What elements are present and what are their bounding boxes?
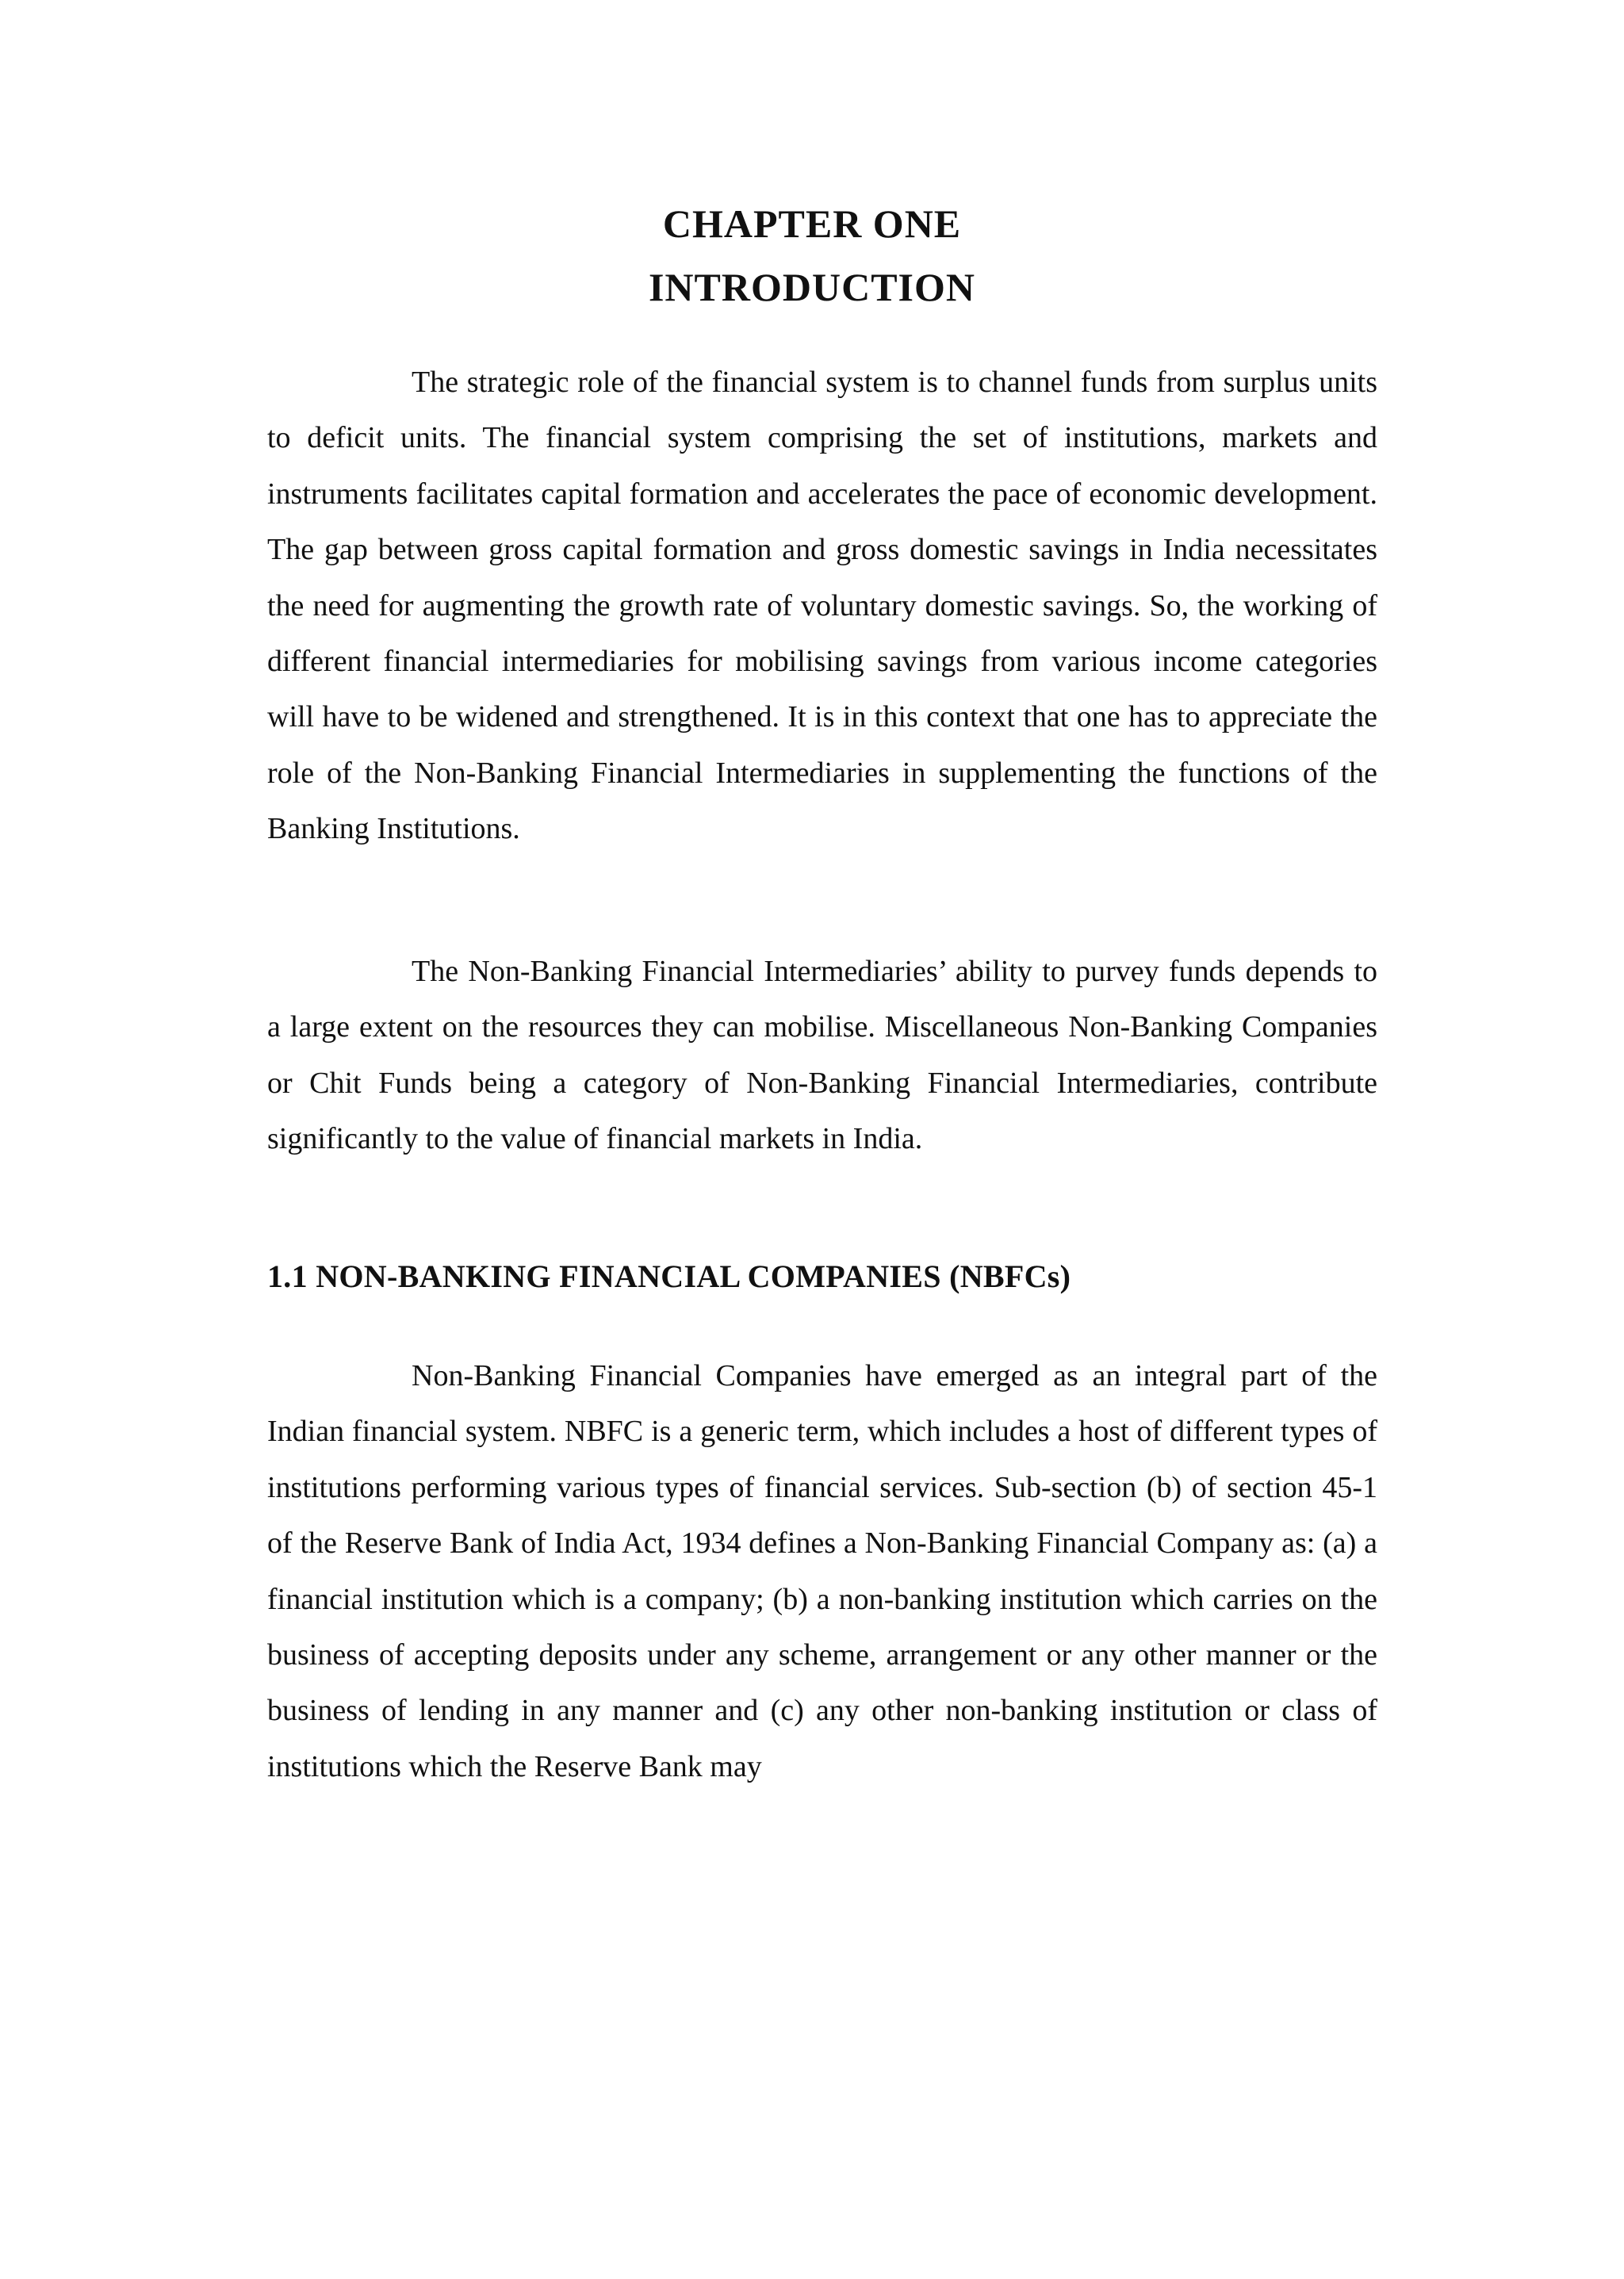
intro-paragraph-1: The strategic role of the financial system is to channel funds from surplus units to deficit units. The financial system comprising the set of institutions, markets and instruments facilitates capital formation and accelerates the pace of economic development. The gap between gross capital formation and gross domestic savings in India necessitates the need for augmenting the growth rate of voluntary domestic savings. So, the working of different financial intermediaries for mobilising savings from various income categories will have to be widened and strengthened. It is in this context that one has to appreciate the role of the Non-Banking Financial Intermediaries in supplementing the functions of the Banking Institutions. [267,366,1377,846]
section-heading-nbfc: 1.1 NON-BANKING FINANCIAL COMPANIES (NBFCs) [267,1258,1071,1294]
nbfc-paragraph-1: Non-Banking Financial Companies have emerged as an integral part of the Indian financial system. NBFC is a generic term, which includes a host of different types of institutions performing various types of financial services. Sub-section (b) of section 45-1 of the Reserve Bank of India Act, 1934 defines a Non-Banking Financial Company as: (a) a financial institution which is a company; (b) a non-banking institution which carries on the business of accepting deposits under any scheme, arrangement or any other manner or the business of lending in any manner and (c) any other non-banking institution or class of institutions which the Reserve Bank may [267,1359,1377,1783]
chapter-title-heading: INTRODUCTION [648,265,976,309]
chapter-number-heading: CHAPTER ONE [662,201,962,246]
intro-paragraph-2: The Non-Banking Financial Intermediaries’ ability to purvey funds depends to a large extent on the resources they can mobilise. Miscellaneous Non-Banking Companies or Chit Funds being a category of Non-Banking Financial Intermediaries, contribute significantly to the value of financial markets in India. [267,955,1377,1156]
